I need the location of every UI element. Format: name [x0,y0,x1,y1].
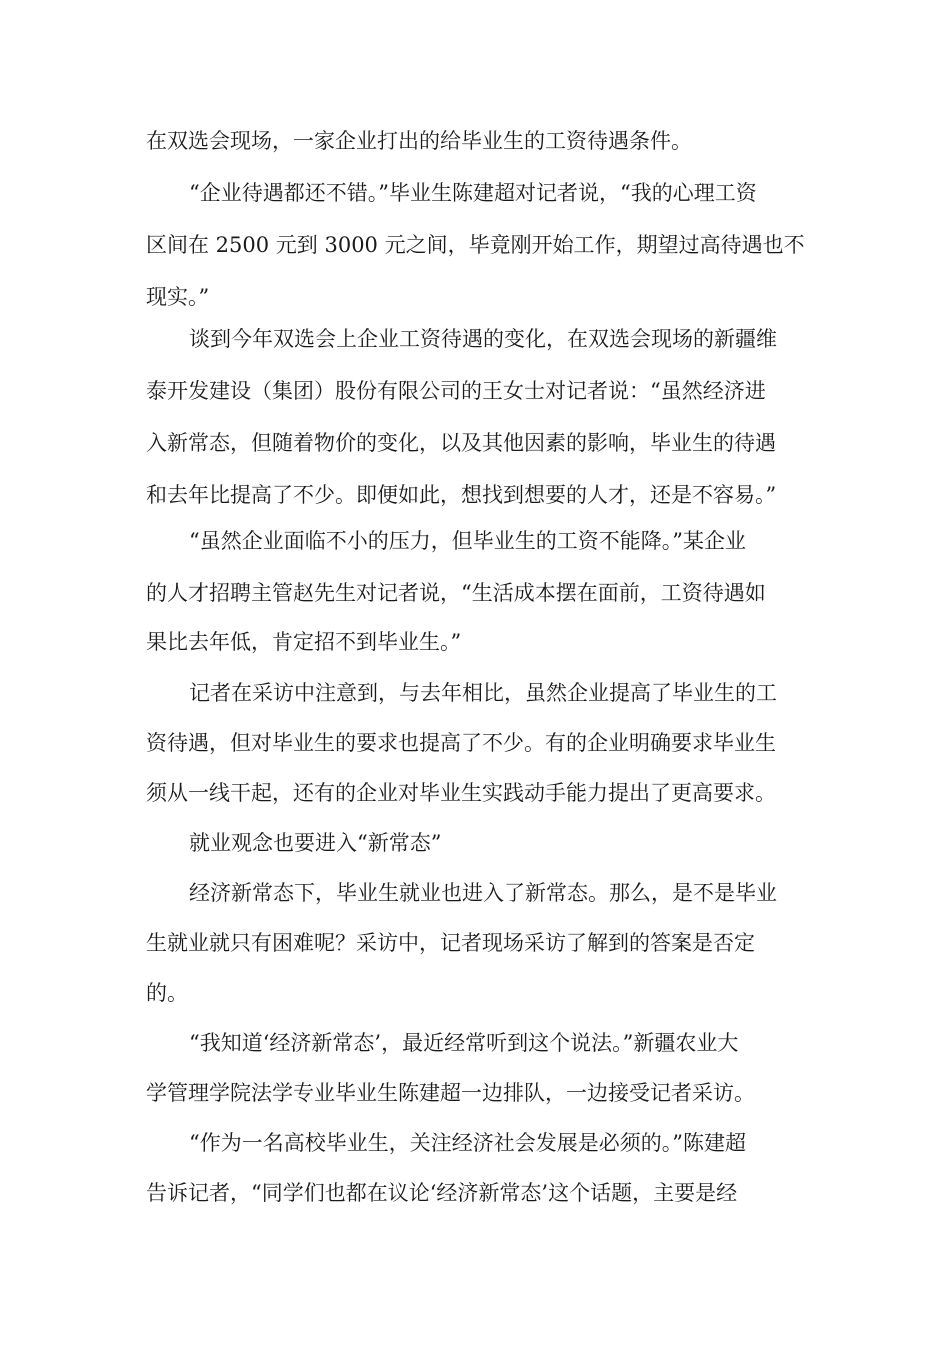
text-line-13: 资待遇，但对毕业生的要求也提高了不少。有的企业明确要求毕业生 [146,731,776,755]
text-line-20: 学管理学院法学专业毕业生陈建超一边排队，一边接受记者采访。 [146,1081,755,1105]
text-line-6: 泰开发建设（集团）股份有限公司的王女士对记者说：“虽然经济进 [146,379,766,403]
text-line-8: 和去年比提高了不少。即便如此，想找到想要的人才，还是不容易。” [146,483,777,507]
text-line-21: “作为一名高校毕业生，关注经济社会发展是必须的。”陈建超 [189,1131,746,1155]
text-line-7: 入新常态，但随着物价的变化，以及其他因素的影响，毕业生的待遇 [146,431,776,455]
text-line-10: 的人才招聘主管赵先生对记者说，“生活成本摆在面前，工资待遇如 [146,581,766,605]
text-line-11: 果比去年低，肯定招不到毕业生。” [146,630,462,654]
text-line-9: “虽然企业面临不小的压力，但毕业生的工资不能降。”某企业 [189,529,746,553]
text-line-18: 的。 [146,981,188,1005]
text-line-19: “我知道‘经济新常态’，最近经常听到这个说法。”新疆农业大 [189,1031,739,1055]
text-line-22: 告诉记者，“同学们也都在议论‘经济新常态’这个话题，主要是经 [146,1181,738,1205]
text-line-16: 经济新常态下，毕业生就业也进入了新常态。那么，是不是毕业 [189,881,777,905]
text-line-1: 在双选会现场，一家企业打出的给毕业生的工资待遇条件。 [146,129,692,153]
text-line-5: 谈到今年双选会上企业工资待遇的变化，在双选会现场的新疆维 [189,327,777,351]
text-line-14: 须从一线干起，还有的企业对毕业生实践动手能力提出了更高要求。 [146,781,776,805]
text-line-12: 记者在采访中注意到，与去年相比，虽然企业提高了毕业生的工 [189,681,777,705]
section-heading: 就业观念也要进入“新常态” [189,831,442,855]
text-line-4: 现实。” [146,285,210,309]
text-line-3: 区间在 2500 元到 3000 元之间，毕竟刚开始工作，期望过高待遇也不 [146,233,805,257]
text-line-2: “企业待遇都还不错。”毕业生陈建超对记者说，“我的心理工资 [189,181,757,205]
text-line-17: 生就业就只有困难呢？采访中，记者现场采访了解到的答案是否定 [146,931,755,955]
